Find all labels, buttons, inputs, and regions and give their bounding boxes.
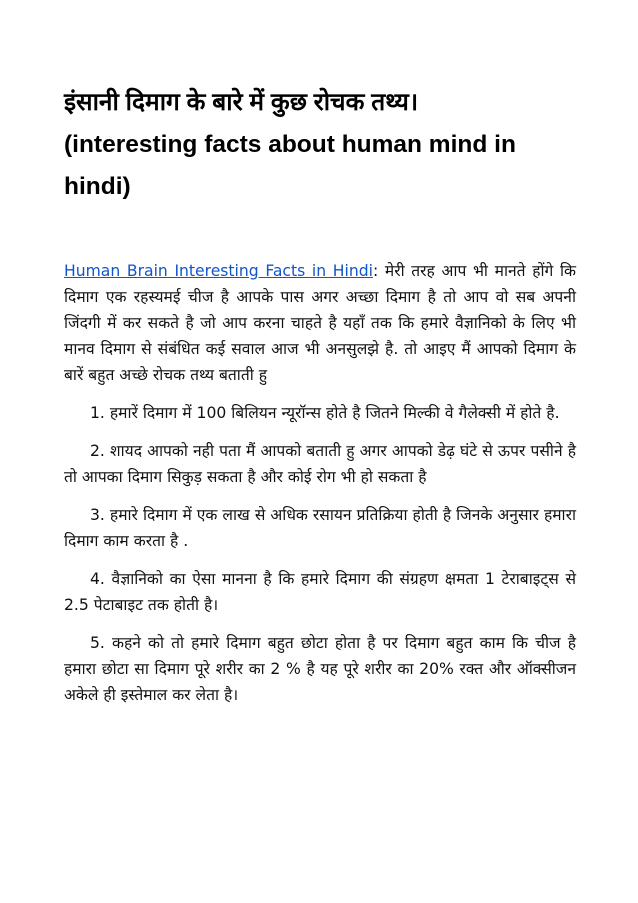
intro-text: मेरी तरह आप भी मानते होंगे कि दिमाग एक रहस्यमई चीज है आपके पास अगर अच्छा दिमाग है तो आप वो सब अपनी जिंदगी में कर सकते है जो आप करना चाहते है यहाँ तक कि हमारे वैज्ञानिको के लिए भी मानव दिमाग से संबंधित कई सवाल आज भी अनसुलझे है. तो आइए मैं आपको दिमाग के बारें बहुत अच्छे रोचक तथ्य बताती हु [64, 262, 576, 384]
intro-paragraph [64, 258, 576, 388]
intro-link[interactable]: Human Brain Interesting Facts in Hindi [64, 262, 373, 280]
fact-number: 5. [90, 634, 105, 652]
fact-text: कहने को तो हमारे दिमाग बहुत छोटा होता है पर दिमाग बहुत काम कि चीज है हमारा छोटा सा दिमाग पूरे शरीर का 2 % है यह पूरे शरीर का 20% रक्त और ऑक्सीजन अकेले ही इस्तेमाल कर लेता है। [64, 634, 576, 704]
fact-text: वैज्ञानिको का ऐसा मानना है कि हमारे दिमाग की संग्रहण क्षमता 1 टेराबाइट्स से 2.5 पेटाबाइट तक होती है। [64, 570, 576, 614]
fact-text: शायद आपको नही पता मैं आपको बताती हु अगर आपको डेढ़ घंटे से ऊपर पसीने है तो आपका दिमाग सिकुड़ सकता है और कोई रोग भी हो सकता है [64, 442, 576, 486]
fact-number: 4. [90, 570, 105, 588]
fact-text: हमारें दिमाग में 100 बिलियन न्यूरॉन्स होते है जितने मिल्की वे गैलेक्सी में होते है. [104, 404, 560, 422]
fact-number: 1. [90, 404, 105, 422]
fact-number: 3. [90, 506, 105, 524]
fact-item [64, 630, 576, 708]
fact-number: 2. [90, 442, 105, 460]
fact-item [64, 502, 576, 554]
document-page [64, 82, 576, 708]
intro-colon: : [372, 262, 379, 280]
fact-item [64, 566, 576, 618]
fact-text: हमारे दिमाग में एक लाख से अधिक रसायन प्रतिक्रिया होती है जिनके अनुसार हमारा दिमाग काम करता है . [64, 506, 576, 550]
fact-item [64, 438, 576, 490]
document-title: इंसानी दिमाग के बारे में कुछ रोचक तथ्य।(interesting facts about human mind in hindi) [64, 89, 516, 200]
fact-item [64, 400, 576, 426]
